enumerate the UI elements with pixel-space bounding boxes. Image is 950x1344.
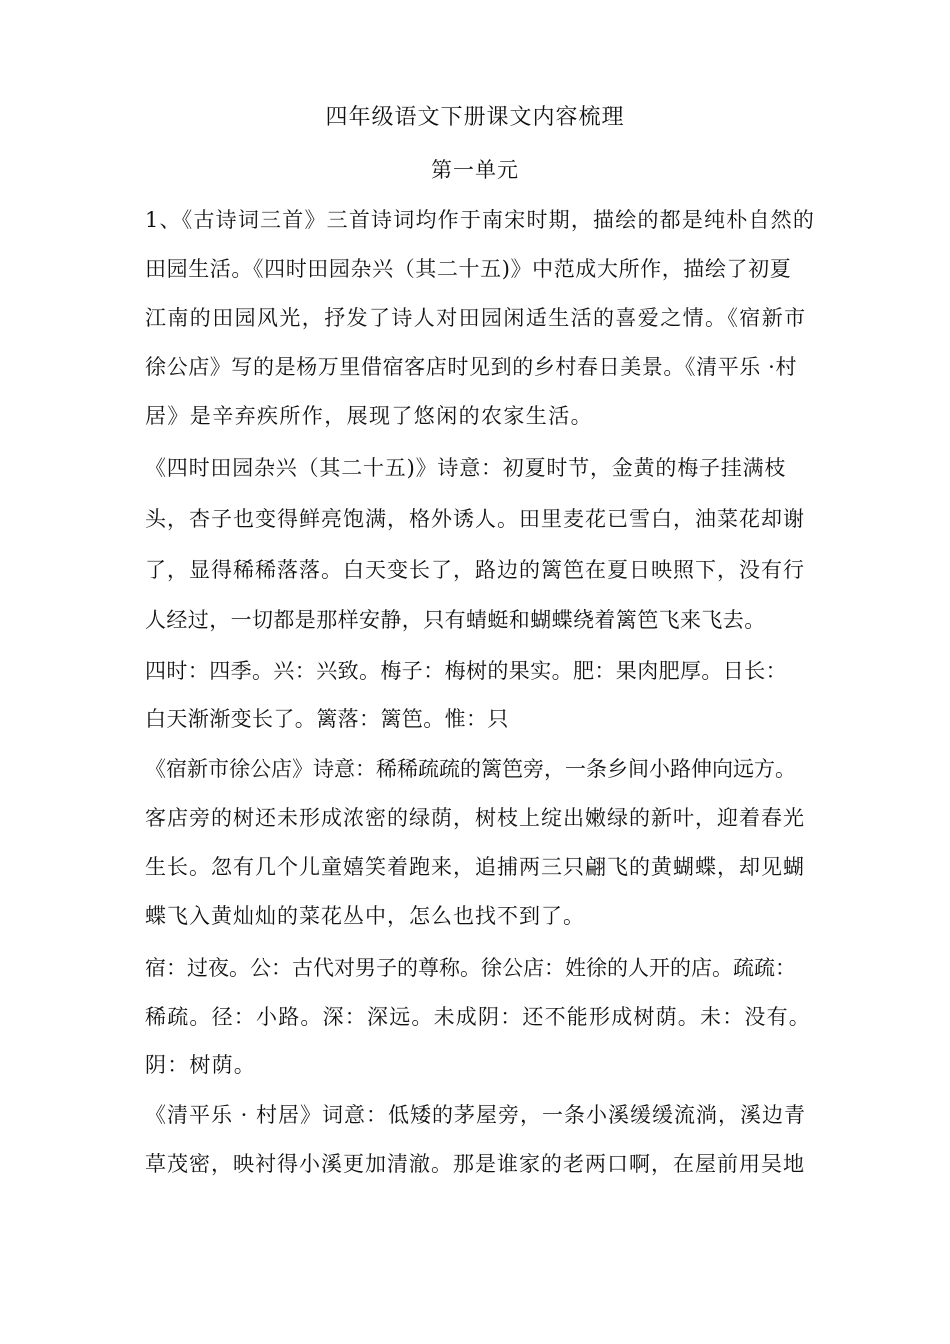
text-line-4: 徐公店》写的是杨万里借宿客店时见到的乡村春日美景。《清平乐 ·村: [145, 355, 798, 379]
text-line-8: 了，显得稀稀落落。白天变长了，路边的篱笆在夏日映照下，没有行: [145, 558, 805, 582]
text-line-18: 阴：树荫。: [145, 1053, 256, 1077]
text-line-17: 稀疏。径：小路。深：深远。未成阴：还不能形成树荫。未：没有。: [145, 1005, 811, 1029]
text-line-14: 生长。忽有几个儿童嬉笑着跑来，追捕两三只翩飞的黄蝴蝶，却见蝴: [145, 855, 805, 879]
text-line-15: 蝶飞入黄灿灿的菜花丛中，怎么也找不到了。: [145, 904, 585, 928]
document-title: 四年级语文下册课文内容梳理: [325, 105, 625, 130]
text-line-12: 《宿新市徐公店》诗意：稀稀疏疏的篱笆旁，一条乡间小路伸向远方。: [145, 757, 796, 781]
text-line-7: 头，杏子也变得鲜亮饱满，格外诱人。田里麦花已雪白，油菜花却谢: [145, 507, 805, 531]
text-line-1: 1、《古诗词三首》三首诗词均作于南宋时期，描绘的都是纯朴自然的: [145, 208, 816, 232]
text-line-6: 《四时田园杂兴（其二十五)》诗意：初夏时节，金黄的梅子挂满枝: [145, 456, 787, 480]
text-line-13: 客店旁的树还未形成浓密的绿荫，树枝上绽出嫩绿的新叶，迎着春光: [145, 806, 805, 830]
unit-heading: 第一单元: [431, 158, 519, 182]
text-line-19: 《清平乐 · 村居》词意：低矮的茅屋旁，一条小溪缓缓流淌，溪边青: [145, 1103, 807, 1127]
text-line-9: 人经过，一切都是那样安静，只有蜻蜓和蝴蝶绕着篱笆飞来飞去。: [145, 608, 766, 632]
text-line-5: 居》是辛弃疾所作，展现了悠闲的农家生活。: [145, 404, 593, 428]
text-line-11: 白天渐渐变长了。篱落：篱笆。惟：只: [145, 707, 509, 731]
text-line-20: 草茂密，映衬得小溪更加清澈。那是谁家的老两口啊，在屋前用吴地: [145, 1152, 805, 1176]
text-line-2: 田园生活。《四时田园杂兴（其二十五)》中范成大所作，描绘了初夏: [145, 257, 792, 281]
text-line-16: 宿：过夜。公：古代对男子的尊称。徐公店：姓徐的人开的店。疏疏：: [145, 956, 796, 980]
text-line-10: 四时：四季。兴：兴致。梅子：梅树的果实。肥：果肉肥厚。日长：: [145, 659, 787, 683]
text-line-3: 江南的田园风光，抒发了诗人对田园闲适生活的喜爱之情。《宿新市: [145, 306, 807, 330]
